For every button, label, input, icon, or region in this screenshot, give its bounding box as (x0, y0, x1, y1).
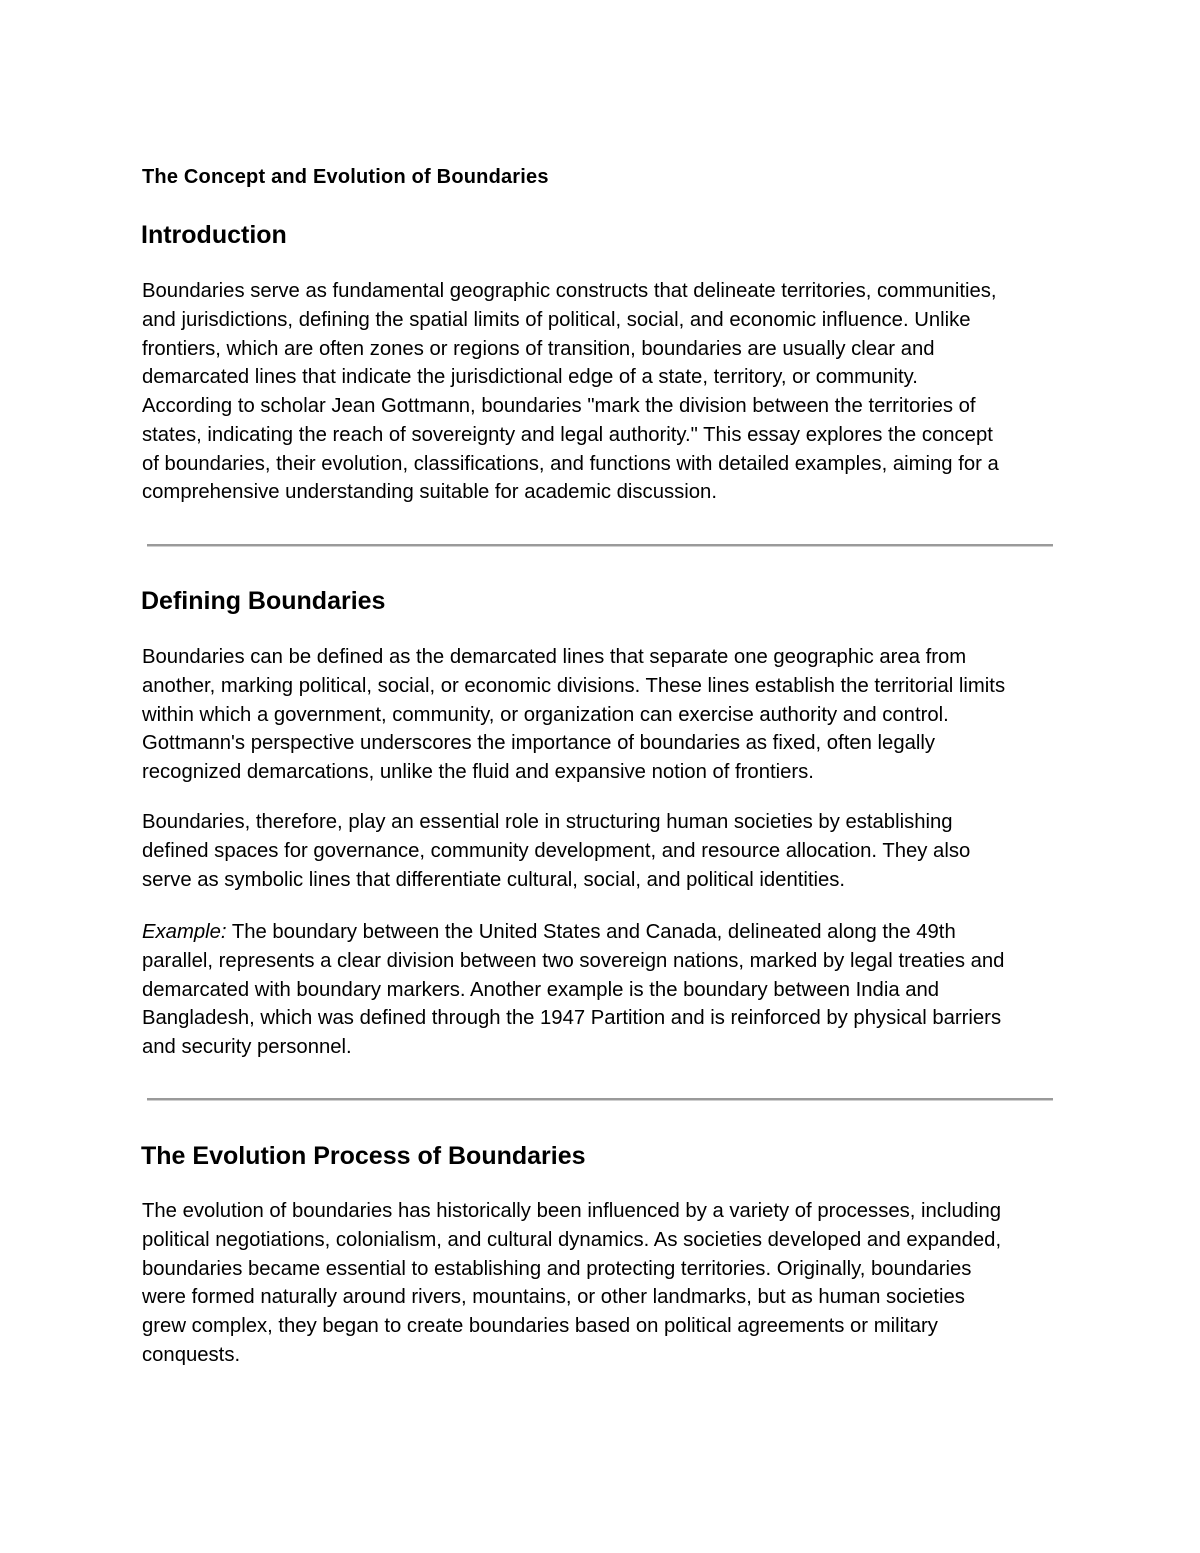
text-line: According to scholar Jean Gottmann, boundaries "mark the division between the territories of (142, 395, 976, 417)
paragraph-example (142, 918, 1082, 1062)
text-line (142, 918, 1082, 947)
text-line: defined spaces for governance, community development, and resource allocation. They also (142, 839, 971, 862)
text-line: and security personnel. (142, 1036, 352, 1058)
paragraph-evolution (142, 1197, 1082, 1370)
text-line: frontiers, which are often zones or regions of transition, boundaries are usually clear and (142, 337, 935, 360)
text-line: Boundaries serve as fundamental geographic constructs that delineate territories, communities, (142, 280, 997, 302)
text-line: The evolution of boundaries has historically been influenced by a variety of processes, including (142, 1200, 1002, 1222)
text-line: grew complex, they began to create boundaries based on political agreements or military (142, 1315, 938, 1337)
text-line: demarcated lines that indicate the jurisdictional edge of a state, territory, or community. (142, 366, 918, 389)
text-line: Boundaries, therefore, play an essential role in structuring human societies by establishing (142, 811, 953, 833)
horizontal-rule (147, 544, 1053, 547)
section-heading-defining-boundaries: Defining Boundaries (141, 587, 386, 615)
example-label: Example: (142, 921, 227, 943)
text-line: boundaries became essential to establishing and protecting territories. Originally, boundaries (142, 1257, 972, 1280)
text-line: parallel, represents a clear division between two sovereign nations, marked by legal treaties and (142, 949, 1005, 972)
text-line: comprehensive understanding suitable for academic discussion. (142, 481, 717, 504)
text-line: recognized demarcations, unlike the fluid and expansive notion of frontiers. (142, 761, 814, 783)
section-heading-introduction: Introduction (141, 221, 287, 249)
text-line: were formed naturally around rivers, mountains, or other landmarks, but as human societies (142, 1286, 965, 1309)
text-line: Bangladesh, which was defined through the 1947 Partition and is reinforced by physical barriers (142, 1007, 1002, 1030)
text-line: Boundaries can be defined as the demarcated lines that separate one geographic area from (142, 646, 967, 668)
document-title: The Concept and Evolution of Boundaries (142, 166, 549, 188)
text-line: conquests. (142, 1343, 241, 1366)
text-line: within which a government, community, or organization can exercise authority and control. (142, 703, 949, 726)
text-line: states, indicating the reach of sovereignty and legal authority." This essay explores the concept (142, 423, 993, 446)
text-line: Gottmann's perspective underscores the importance of boundaries as fixed, often legally (142, 732, 936, 755)
text-line: political negotiations, colonialism, and cultural dynamics. As societies developed and expanded, (142, 1228, 1002, 1251)
text-line: demarcated with boundary markers. Another example is the boundary between India and (142, 978, 940, 1001)
text-line: of boundaries, their evolution, classifications, and functions with detailed examples, aiming for a (142, 452, 999, 475)
section-heading-evolution-process: The Evolution Process of Boundaries (141, 1142, 586, 1170)
example-first-line: The boundary between the United States and Canada, delineated along the 49th (226, 921, 956, 943)
paragraph-introduction (142, 277, 1082, 507)
horizontal-rule (147, 1098, 1053, 1101)
paragraph-defining-2 (142, 808, 1082, 894)
text-line: serve as symbolic lines that differentiate cultural, social, and political identities. (142, 868, 846, 891)
paragraph-defining-1 (142, 643, 1082, 787)
text-line: and jurisdictions, defining the spatial limits of political, social, and economic influence. Unlike (142, 308, 971, 331)
text-line: another, marking political, social, or economic divisions. These lines establish the territorial limits (142, 674, 1006, 697)
